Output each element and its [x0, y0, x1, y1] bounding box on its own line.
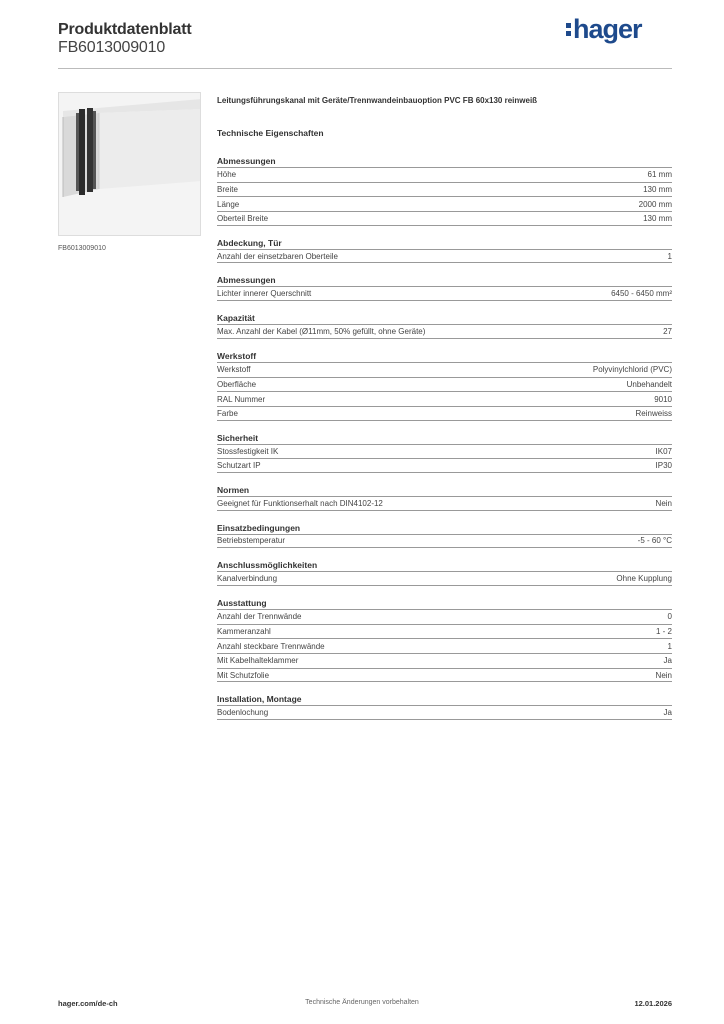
- spec-label: Betriebstemperatur: [217, 536, 286, 546]
- spec-value: IP30: [655, 461, 672, 471]
- product-image: [58, 92, 201, 236]
- spec-row: [217, 638, 672, 653]
- image-caption: FB6013009010: [58, 245, 106, 252]
- spec-row: [217, 211, 672, 226]
- spec-value: Nein: [655, 498, 672, 508]
- spec-group-title: Abmessungen: [217, 275, 276, 286]
- spec-group-title: Sicherheit: [217, 432, 259, 443]
- logo-text: hager: [573, 14, 642, 44]
- spec-row: [217, 458, 672, 473]
- spec-rows: [217, 609, 672, 682]
- spec-row: [217, 571, 672, 586]
- spec-rows: [217, 249, 672, 264]
- spec-value: Polyvinylchlorid (PVC): [592, 365, 672, 375]
- spec-value: 61 mm: [647, 170, 672, 180]
- spec-group: [217, 596, 672, 692]
- spec-group-title: Abdeckung, Tür: [217, 237, 282, 248]
- spec-group-spacer: [217, 548, 672, 558]
- spec-rows: [217, 705, 672, 720]
- spec-group-spacer: [217, 339, 672, 349]
- spec-label: Anzahl steckbare Trennwände: [217, 641, 325, 651]
- spec-label: Kammeranzahl: [217, 627, 271, 637]
- spec-rows: [217, 571, 672, 586]
- footer-date: 12.01.2026: [634, 999, 672, 1008]
- spec-group: [217, 483, 672, 521]
- spec-group: [217, 431, 672, 483]
- section-heading: Technische Eigenschaften: [217, 128, 324, 138]
- spec-label: Bodenlochung: [217, 708, 269, 718]
- spec-label: Schutzart IP: [217, 461, 261, 471]
- spec-group-title: Normen: [217, 484, 250, 495]
- spec-label: Breite: [217, 185, 238, 195]
- spec-label: RAL Nummer: [217, 394, 266, 404]
- spec-value: Nein: [655, 670, 672, 680]
- footer-website: hager.com/de-ch: [58, 999, 118, 1008]
- spec-rows: [217, 444, 672, 473]
- spec-row: [217, 496, 672, 511]
- spec-group-title: Installation, Montage: [217, 694, 302, 705]
- spec-row: [217, 196, 672, 211]
- article-number: FB6013009010: [58, 39, 166, 56]
- spec-group-spacer: [217, 421, 672, 431]
- spec-label: Farbe: [217, 408, 238, 418]
- cable-duct-illustration: [59, 93, 201, 236]
- spec-label: Max. Anzahl der Kabel (Ø11mm, 50% gefüllt, ohne Geräte): [217, 326, 426, 336]
- header-divider: [58, 68, 672, 69]
- spec-value: Ja: [663, 708, 672, 718]
- spec-rows: [217, 362, 672, 421]
- spec-value: 130 mm: [643, 185, 672, 195]
- spec-groups: [217, 154, 672, 730]
- spec-group-title: Ausstattung: [217, 598, 267, 608]
- spec-row: [217, 377, 672, 392]
- spec-group: [217, 236, 672, 274]
- spec-row: [217, 668, 672, 683]
- spec-group: [217, 273, 672, 311]
- spec-label: Werkstoff: [217, 365, 251, 375]
- spec-value: 1: [667, 641, 672, 651]
- spec-value: Reinweiss: [635, 408, 672, 418]
- spec-label: Stossfestigkeit IK: [217, 446, 279, 456]
- spec-row: [217, 286, 672, 301]
- spec-value: 9010: [654, 394, 672, 404]
- spec-value: -5 - 60 °C: [637, 536, 672, 546]
- spec-label: Anzahl der einsetzbaren Oberteile: [217, 251, 338, 261]
- spec-value: 2000 mm: [638, 199, 672, 209]
- spec-row: [217, 444, 672, 459]
- spec-row: [217, 609, 672, 624]
- spec-group-spacer: [217, 586, 672, 596]
- spec-label: Mit Schutzfolie: [217, 670, 270, 680]
- spec-group-spacer: [217, 263, 672, 273]
- spec-group-spacer: [217, 473, 672, 483]
- spec-label: Oberfläche: [217, 379, 257, 389]
- spec-rows: [217, 167, 672, 226]
- spec-row: [217, 534, 672, 549]
- spec-rows: [217, 286, 672, 301]
- spec-row: [217, 362, 672, 377]
- spec-group-spacer: [217, 301, 672, 311]
- spec-group: [217, 692, 672, 730]
- spec-group-spacer: [217, 226, 672, 236]
- spec-row: [217, 167, 672, 182]
- spec-rows: [217, 534, 672, 549]
- spec-row: [217, 653, 672, 668]
- spec-label: Anzahl der Trennwände: [217, 612, 302, 622]
- spec-group: [217, 558, 672, 596]
- spec-value: Ja: [663, 656, 672, 666]
- spec-group-title: Kapazität: [217, 313, 255, 324]
- spec-group-title: Anschlussmöglichkeiten: [217, 560, 318, 571]
- spec-value: Ohne Kupplung: [616, 574, 672, 584]
- spec-group-title: Einsatzbedingungen: [217, 522, 301, 533]
- spec-group: [217, 349, 672, 431]
- spec-group: [217, 154, 672, 236]
- footer-notice: Technische Änderungen vorbehalten: [305, 999, 419, 1006]
- product-title: Leitungsführungskanal mit Geräte/Trennwandeinbauoption PVC FB 60x130 reinweiß: [217, 96, 538, 105]
- spec-value: 1 - 2: [655, 627, 672, 637]
- spec-label: Mit Kabelhalteklammer: [217, 656, 299, 666]
- spec-label: Kanalverbindung: [217, 574, 278, 584]
- spec-group: [217, 311, 672, 349]
- page-title: Produktdatenblatt: [58, 21, 192, 38]
- spec-label: Lichter innerer Querschnitt: [217, 289, 312, 299]
- spec-group: [217, 521, 672, 559]
- spec-label: Länge: [217, 199, 240, 209]
- spec-row: [217, 391, 672, 406]
- logo-colon-icon: [566, 17, 572, 37]
- spec-group-spacer: [217, 682, 672, 692]
- spec-row: [217, 406, 672, 421]
- spec-value: 1: [667, 251, 672, 261]
- spec-row: [217, 705, 672, 720]
- spec-row: [217, 249, 672, 264]
- spec-value: 130 mm: [643, 213, 672, 223]
- spec-label: Höhe: [217, 170, 237, 180]
- spec-row: [217, 182, 672, 197]
- spec-group-title: Abmessungen: [217, 156, 276, 166]
- spec-group-spacer: [217, 511, 672, 521]
- specifications: [217, 96, 672, 730]
- spec-value: 0: [667, 612, 672, 622]
- spec-row: [217, 624, 672, 639]
- hager-logo: [566, 14, 642, 45]
- spec-rows: [217, 324, 672, 339]
- spec-value: 27: [663, 326, 672, 336]
- spec-label: Geeignet für Funktionserhalt nach DIN4102-12: [217, 498, 383, 508]
- spec-group-spacer: [217, 720, 672, 730]
- spec-row: [217, 324, 672, 339]
- spec-value: IK07: [655, 446, 672, 456]
- spec-value: Unbehandelt: [626, 379, 672, 389]
- spec-value: 6450 - 6450 mm²: [611, 289, 672, 299]
- spec-group-title: Werkstoff: [217, 350, 257, 361]
- spec-label: Oberteil Breite: [217, 213, 269, 223]
- spec-rows: [217, 496, 672, 511]
